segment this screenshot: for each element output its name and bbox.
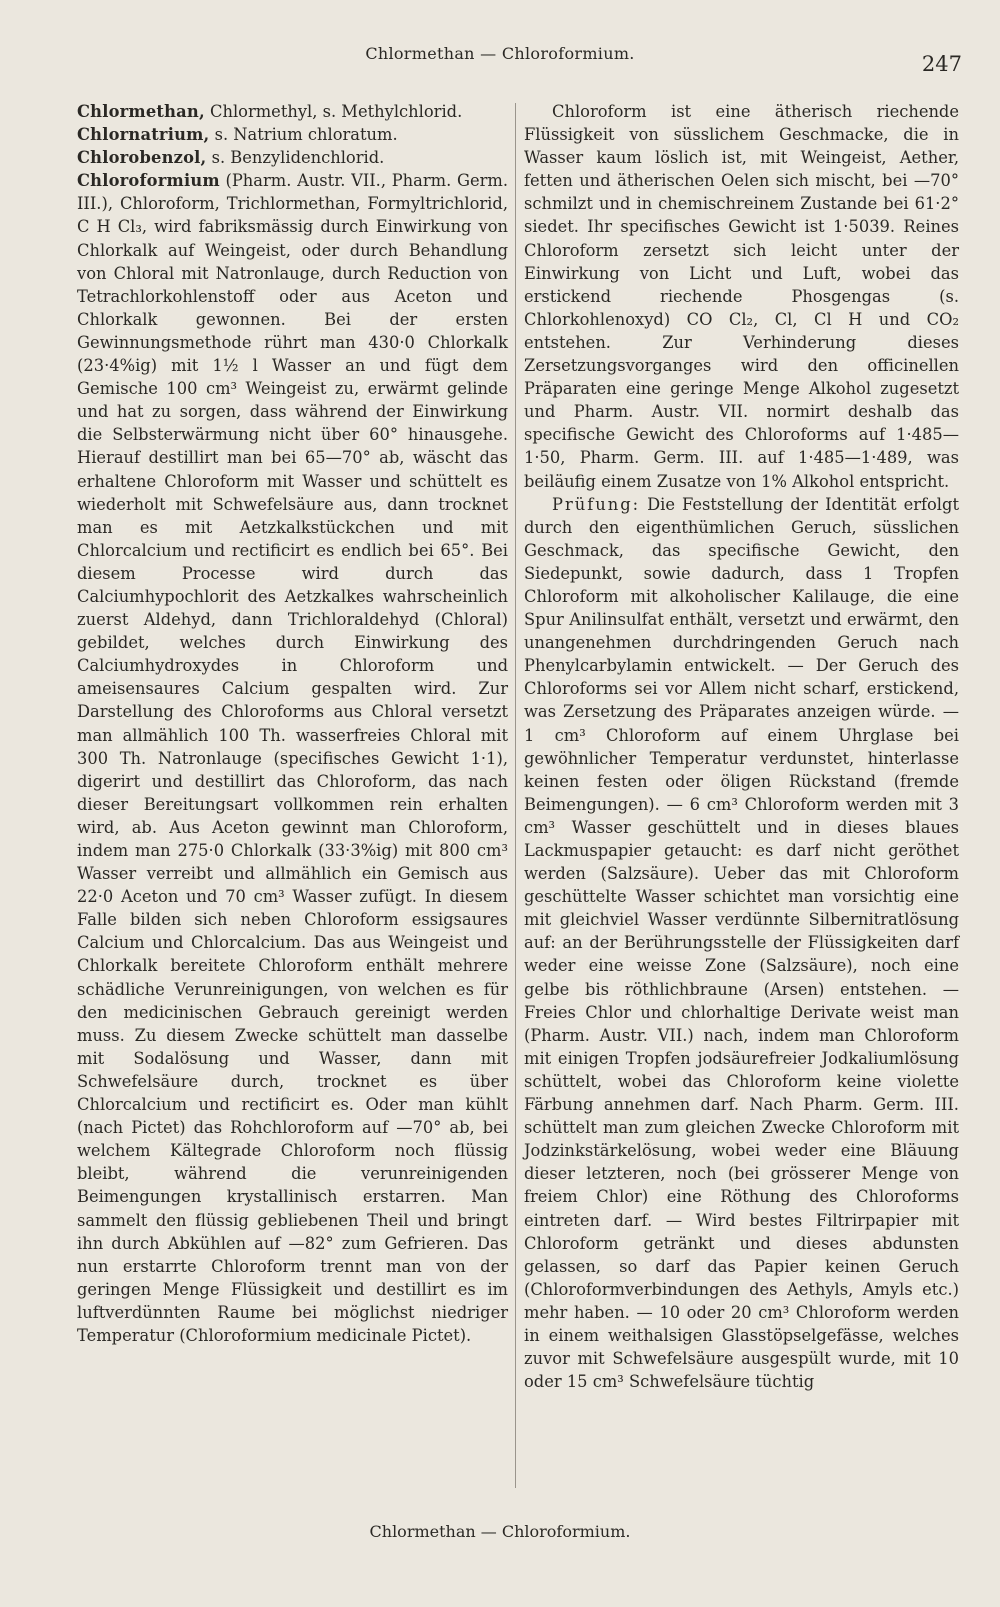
entry-text-chlorobenzol: s. Benzylidenchlorid. bbox=[206, 148, 385, 168]
entry-chlormethan bbox=[77, 100, 508, 123]
entry-chlorobenzol bbox=[77, 146, 508, 169]
headword-chlormethan: Chlormethan, bbox=[77, 102, 205, 121]
entry-text-chlornatrium: s. Natrium chloratum. bbox=[209, 125, 398, 145]
right-column bbox=[524, 100, 959, 1393]
left-column bbox=[77, 100, 508, 1347]
page-number: 247 bbox=[921, 52, 962, 76]
entry-text-chlormethan: Chlormethyl, s. Methylchlorid. bbox=[204, 102, 463, 121]
pruefung-text: Die Feststellung der Identität erfolgt durch den eigenthümlichen Geruch, süsslichen Geschmack, das specifische Gewicht, den Siedepunkt, sowie dadurch, dass 1 Tropfen Chloroform mit alkoholischer Kalilauge, die eine Spur Anilinsulfat enthält, versetzt und erwärmt, den unangenehmen durchdringenden Geruch nach Phenylcarbylamin entwickelt. — Der Geruch des Chloroforms sei vor Allem nicht scharf, erstickend, was Zersetzung des Präparates anzeigen würde. — 1 cm³ Chloroform auf einem Uhrglase bei gewöhnlicher Temperatur verdunstet, hinterlasse keinen festen oder öligen Rückstand (fremde Beimengungen). — 6 cm³ Chloroform werden mit 3 cm³ Wasser geschüttelt und in dieses blaues Lackmuspapier getaucht: es darf nicht geröthet werden (Salzsäure). Ueber das mit Chloroform geschüttelte Wasser schichtet man vorsichtig eine mit gleichviel Wasser verdünnte Silbernitratlösung auf: an der Berührungsstelle der Flüssigkeiten darf weder eine weisse Zone (Salzsäure), noch eine gelbe bis röthlichbraune (Arsen) entstehen. — Freies Chlor und chlorhaltige Derivate weist man (Pharm. Austr. VII.) nach, indem man Chloroform mit einigen Tropfen jodsäurefreier Jodkaliumlösung schüttelt, wobei das Chloroform keine violette Färbung annehmen darf. Nach Pharm. Germ. III. schüttelt man zum gleichen Zwecke Chloroform mit Jodzinkstärkelösung, wobei weder eine Bläuung dieser letzteren, noch (bei grösserer Menge von freiem Chlor) eine Röthung des Chloroforms eintreten darf. — Wird bestes Filtrirpapier mit Chloroform getränkt und dieses abdunsten gelassen, so darf das Papier keinen Geruch (Chloroformverbindungen des Aethyls, Amyls etc.) mehr haben. — 10 oder 20 cm³ Chloroform werden in einem weithalsigen Glasstöpselgefässe, welches zuvor mit Schwefelsäure ausgespült wurde, mit 10 oder 15 cm³ Schwefelsäure tüchtig bbox=[524, 494, 959, 1392]
running-head: Chlormethan — Chloroformium. bbox=[365, 44, 635, 63]
paragraph-pruefung bbox=[524, 493, 959, 1394]
headword-chlornatrium: Chlornatrium, bbox=[77, 125, 210, 145]
headword-chloroformium: Chloroformium bbox=[77, 171, 220, 191]
column-divider bbox=[515, 103, 516, 1488]
entry-chlornatrium bbox=[77, 123, 508, 146]
pruefung-label: Prüfung: bbox=[552, 494, 641, 514]
running-foot: Chlormethan — Chloroformium. bbox=[369, 1522, 631, 1541]
headword-chlorobenzol: Chlorobenzol, bbox=[77, 148, 207, 168]
entry-text-chloroformium: (Pharm. Austr. VII., Pharm. Germ. III.), Chloroform, Trichlormethan, Formyltrichlorid, C H Cl₃, wird fabriksmässig durch Einwirkung von Chlorkalk auf Weingeist, oder durch Behandlung von Chloral mit Natronlauge, durch Reduction von Tetrachlorkohlenstoff oder aus Aceton und Chlorkalk gewonnen. Bei der ersten Gewinnungsmethode rührt man 430·0 Chlorkalk (23·4%ig) mit 1½ l Wasser an und fügt dem Gemische 100 cm³ Weingeist zu, erwärmt gelinde und hat zu sorgen, dass während der Einwirkung die Selbsterwärmung nicht über 60° hinausgehe. Hierauf destillirt man bei 65—70° ab, wäscht das erhaltene Chloroform mit Wasser und schüttelt es wiederholt mit Schwefelsäure aus, dann trocknet man es mit Aetzkalkstückchen und mit Chlorcalcium und rectificirt es endlich bei 65°. Bei diesem Processe wird durch das Calciumhypochlorit des Aetzkalkes wahrscheinlich zuerst Aldehyd, dann Trichloraldehyd (Chloral) gebildet, welches durch Einwirkung des Calciumhydroxydes in Chloroform und ameisensaures Calcium gespalten wird. Zur Darstellung des Chloroforms aus Chloral versetzt man allmählich 100 Th. wasserfreies Chloral mit 300 Th. Natronlauge (specifisches Gewicht 1·1), digerirt und destillirt das Chloroform, das nach dieser Bereitungsart vollkommen rein erhalten wird, ab. Aus Aceton gewinnt man Chloroform, indem man 275·0 Chlorkalk (33·3%ig) mit 800 cm³ Wasser verreibt und allmählich ein Gemisch aus 22·0 Aceton und 70 cm³ Wasser zufügt. In diesem Falle bilden sich neben Chloroform essigsaures Calcium und Chlorcalcium. Das aus Weingeist und Chlorkalk bereitete Chloroform enthält mehrere schädliche Verunreinigungen, von welchen es für den medicinischen Gebrauch gereinigt werden muss. Zu diesem Zwecke schüttelt man dasselbe mit Sodalösung und Wasser, dann mit Schwefelsäure durch, trocknet es über Chlorcalcium und rectificirt es. Oder man kühlt (nach Pictet) das Rohchloroform auf —70° ab, bei welchem Kältegrade Chloroform noch flüssig bleibt, während die verunreinigenden Beimengungen krystallinisch erstarren. Man sammelt den flüssig gebliebenen Theil und bringt ihn durch Abkühlen auf —82° zum Gefrieren. Das nun erstarrte Chloroform trennt man von der geringen Menge Flüssigkeit und destillirt es im luftverdünnten Raume bei möglichst niedriger Temperatur (Chloroformium medicinale Pictet). bbox=[77, 171, 508, 1345]
entry-chloroformium bbox=[77, 169, 508, 1347]
paragraph-properties: Chloroform ist eine ätherisch riechende Flüssigkeit von süsslichem Geschmacke, die in Wasser kaum löslich ist, mit Weingeist, Aether, fetten und ätherischen Oelen sich mischt, bei —70° schmilzt und in chemischreinem Zustande bei 61·2° siedet. Ihr specifisches Gewicht ist 1·5039. Reines Chloroform zersetzt sich leicht unter der Einwirkung von Licht und Luft, wobei das erstickend riechende Phosgengas (s. Chlorkohlenoxyd) CO Cl₂, Cl, Cl H und CO₂ entstehen. Zur Verhinderung dieses Zersetzungsvorganges wird den officinellen Präparaten eine geringe Menge Alkohol zugesetzt und Pharm. Austr. VII. normirt deshalb das specifische Gewicht des Chloroforms auf 1·485—1·50, Pharm. Germ. III. auf 1·485—1·489, was beiläufig einem Zusatze von 1% Alkohol entspricht. bbox=[524, 102, 959, 491]
